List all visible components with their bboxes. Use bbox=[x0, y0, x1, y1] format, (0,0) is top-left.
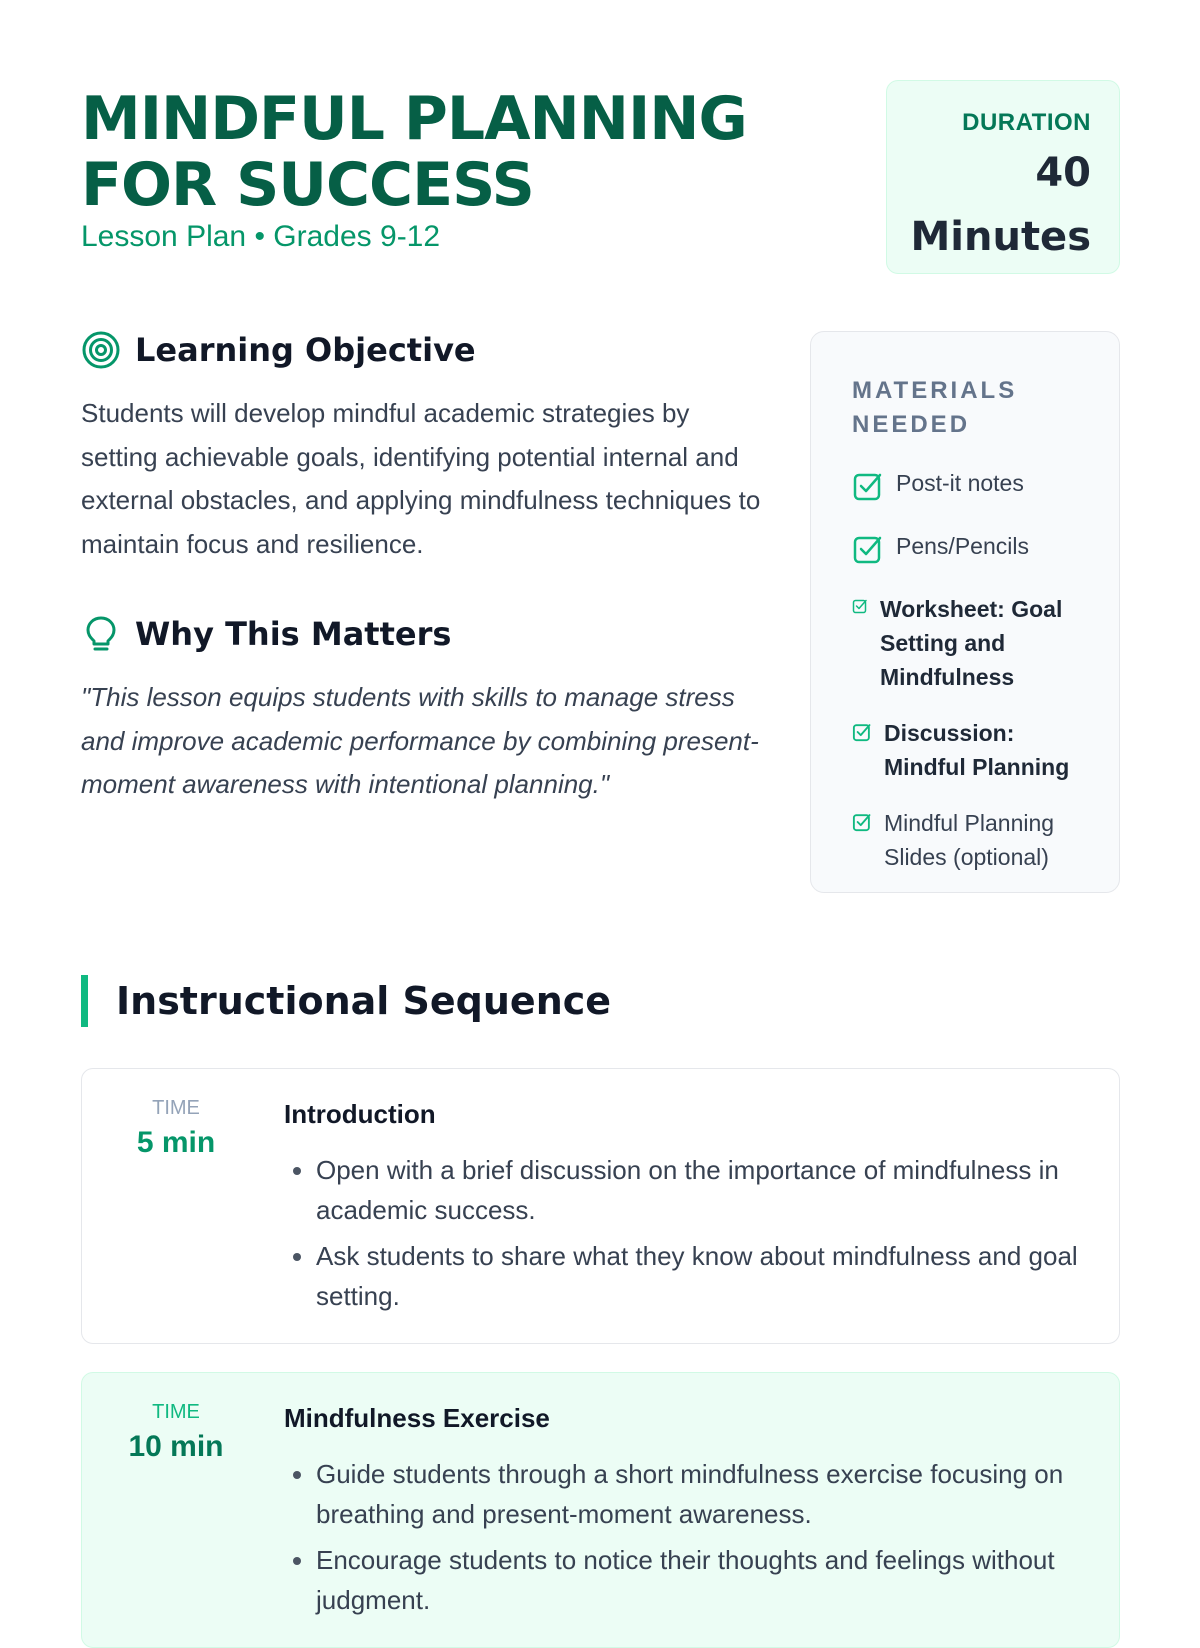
why-this-matters-section bbox=[81, 614, 771, 807]
step-time bbox=[82, 1097, 270, 1160]
list-item: • Guide students through a short mindfulness exercise focusing on breathing and present-moment awareness. bbox=[316, 1454, 1089, 1534]
list-item bbox=[852, 592, 1089, 694]
duration-value: 40 Minutes bbox=[910, 150, 1091, 260]
checkbox-icon bbox=[852, 598, 868, 619]
materials-card bbox=[810, 331, 1120, 893]
sequence-step-mindfulness-exercise bbox=[81, 1372, 1120, 1648]
time-value: 10 min bbox=[128, 1430, 224, 1463]
material-label: Worksheet: Goal Setting and Mindfulness bbox=[880, 596, 1063, 690]
material-label: Discussion: Mindful Planning bbox=[884, 720, 1070, 780]
step-title: Mindfulness Exercise bbox=[284, 1403, 550, 1433]
list-item: • Open with a brief discussion on the importance of mindfulness in academic success. bbox=[316, 1150, 1089, 1230]
header bbox=[81, 80, 1120, 280]
objective-column bbox=[81, 330, 771, 807]
materials-list bbox=[852, 466, 1089, 874]
checkbox-icon bbox=[852, 533, 884, 570]
list-item bbox=[852, 466, 1089, 507]
target-icon bbox=[81, 330, 121, 370]
time-value: 5 min bbox=[136, 1126, 216, 1159]
why-this-matters-heading bbox=[81, 614, 771, 654]
time-label: TIME bbox=[152, 1401, 200, 1423]
instructional-sequence-heading bbox=[81, 975, 611, 1027]
page-title: MINDFUL PLANNING FOR SUCCESS bbox=[81, 84, 747, 220]
learning-objective-text: Students will develop mindful academic strategies by setting achievable goals, identifying potential internal and external obstacles, and applying mindfulness techniques to maintain focus and resilience. bbox=[81, 398, 761, 559]
step-time bbox=[82, 1401, 270, 1464]
duration-label: DURATION bbox=[962, 109, 1091, 136]
step-body bbox=[284, 1403, 1089, 1626]
learning-objective-title: Learning Objective bbox=[135, 331, 476, 369]
list-item: • Ask students to share what they know about mindfulness and goal setting. bbox=[316, 1236, 1089, 1316]
material-label: Post-it notes bbox=[896, 470, 1024, 496]
page-subtitle: Lesson Plan • Grades 9-12 bbox=[81, 220, 441, 253]
step-body bbox=[284, 1099, 1089, 1322]
why-this-matters-quote: "This lesson equips students with skills to manage stress and improve academic performance by combining present-moment awareness with intentional planning." bbox=[81, 682, 759, 799]
instructional-sequence-title: Instructional Sequence bbox=[116, 979, 612, 1023]
step-bullets bbox=[284, 1150, 1089, 1316]
lightbulb-icon bbox=[81, 614, 121, 654]
learning-objective-heading bbox=[81, 330, 771, 370]
time-label: TIME bbox=[152, 1097, 200, 1119]
checkbox-icon bbox=[852, 722, 872, 747]
materials-heading: MATERIALS NEEDED bbox=[852, 377, 1018, 438]
checkbox-icon bbox=[852, 812, 872, 837]
list-item bbox=[852, 806, 1089, 874]
checkbox-icon bbox=[852, 470, 884, 507]
step-title: Introduction bbox=[284, 1099, 436, 1129]
material-label: Pens/Pencils bbox=[896, 533, 1029, 559]
why-this-matters-title: Why This Matters bbox=[135, 615, 452, 653]
duration-card bbox=[886, 80, 1120, 274]
step-bullets bbox=[284, 1454, 1089, 1620]
learning-objective-section bbox=[81, 330, 771, 566]
list-item bbox=[852, 716, 1089, 784]
material-label: Mindful Planning Slides (optional) bbox=[884, 810, 1055, 870]
list-item: • Encourage students to notice their thoughts and feelings without judgment. bbox=[316, 1540, 1089, 1620]
sequence-step-introduction bbox=[81, 1068, 1120, 1344]
list-item bbox=[852, 529, 1089, 570]
